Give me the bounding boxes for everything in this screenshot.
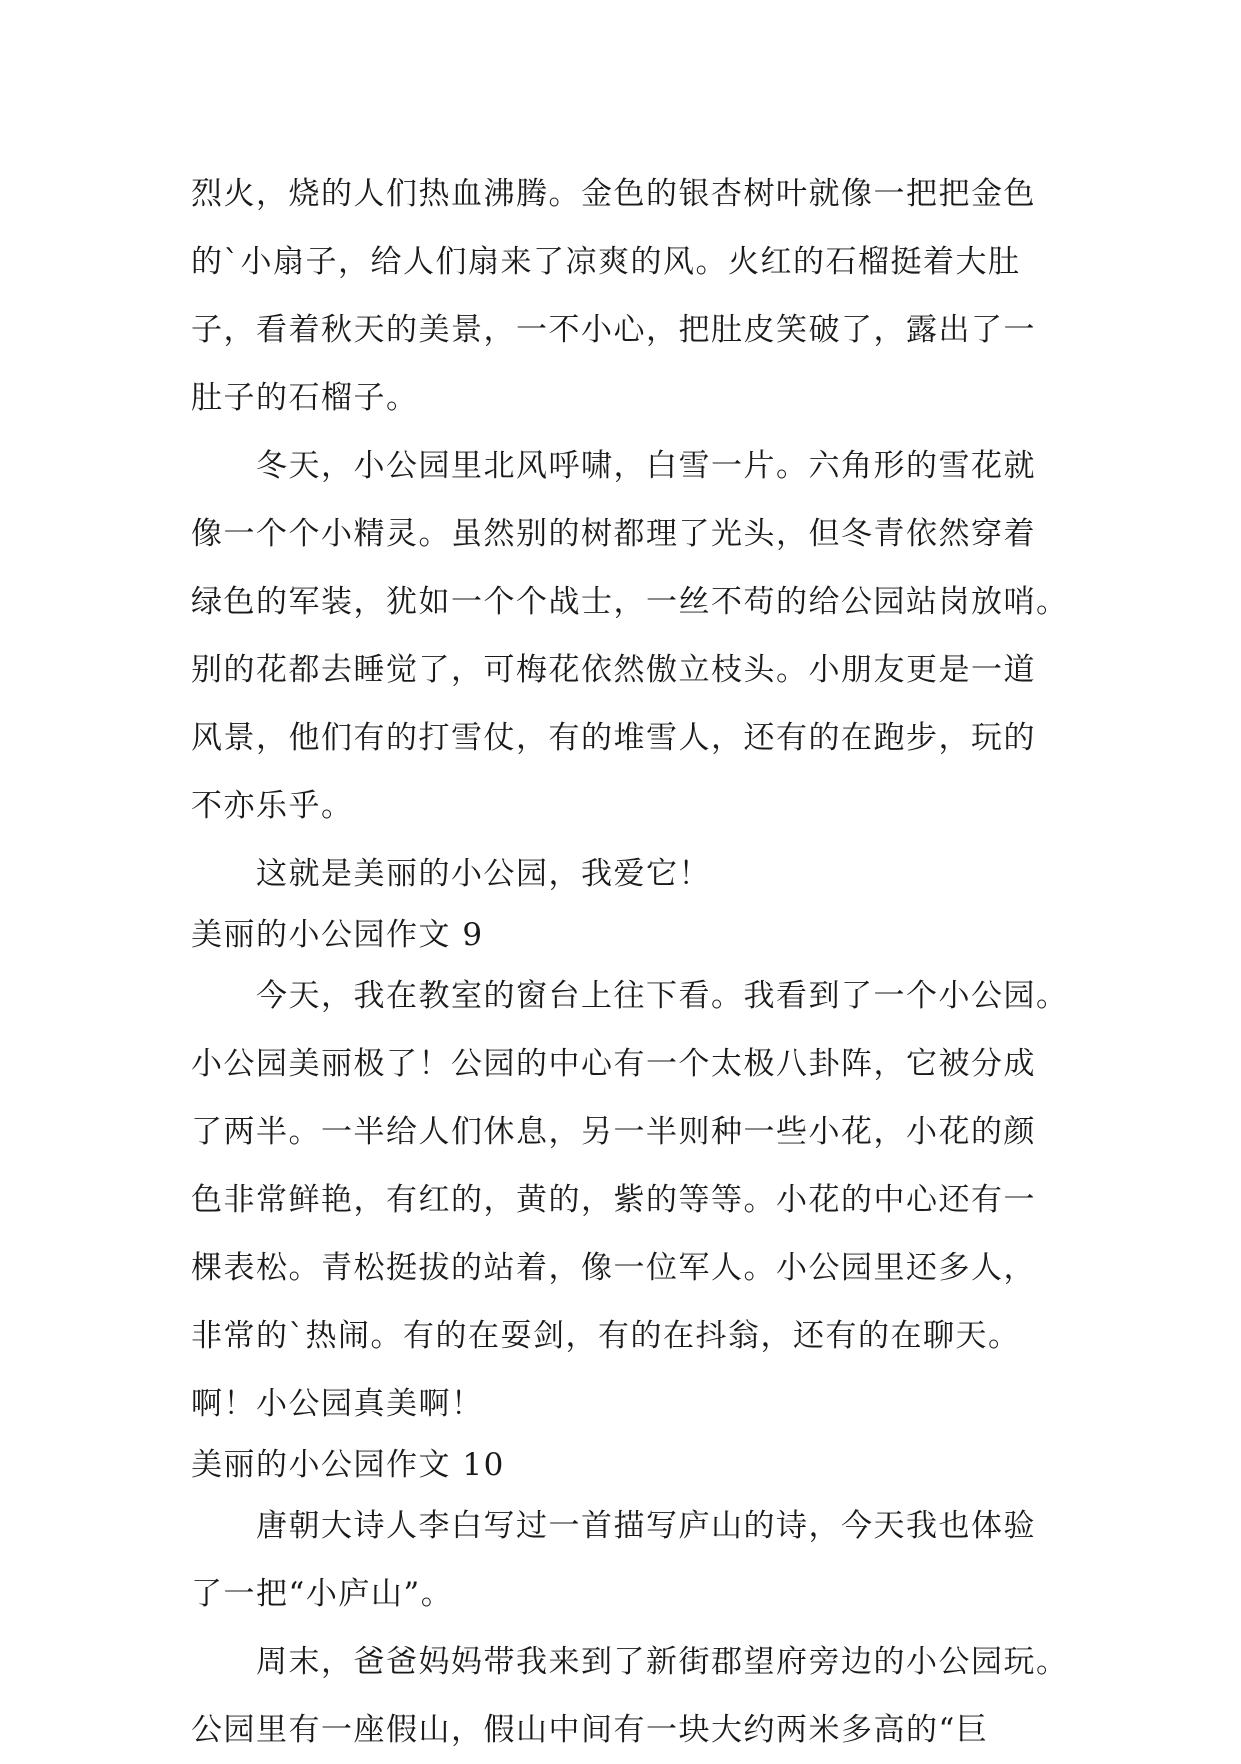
text-line: 像一个个小精灵。虽然别的树都理了光头，但冬青依然穿着 [191, 516, 1036, 552]
text-line: 色非常鲜艳，有红的，黄的，紫的等等。小花的中心还有一 [191, 1182, 1036, 1218]
text-line: 不亦乐乎。 [191, 788, 354, 824]
text-line: 了一把“小庐山”。 [191, 1576, 454, 1612]
document-body [191, 160, 1071, 1764]
text-line: 棵表松。青松挺拔的站着，像一位军人。小公园里还多人， [191, 1250, 1036, 1286]
text-line: 唐朝大诗人李白写过一首描写庐山的诗，今天我也体验 [256, 1508, 1036, 1544]
text-line: 冬天，小公园里北风呼啸，白雪一片。六角形的雪花就 [256, 448, 1036, 484]
text-line: 风景，他们有的打雪仗，有的堆雪人，还有的在跑步，玩的 [191, 720, 1036, 756]
section-heading: 美丽的小公园作文 9 [191, 917, 484, 953]
text-line: 今天，我在教室的窗台上往下看。我看到了一个小公园。 [256, 978, 1069, 1014]
text-line: 肚子的石榴子。 [191, 380, 419, 416]
text-line: 公园里有一座假山，假山中间有一块大约两米多高的“巨 [191, 1712, 989, 1748]
text-line: 绿色的军装，犹如一个个战士，一丝不苟的给公园站岗放哨。 [191, 584, 1069, 620]
text-line: 别的花都去睡觉了，可梅花依然傲立枝头。小朋友更是一道 [191, 652, 1036, 688]
text-line: 周末，爸爸妈妈带我来到了新街郡望府旁边的小公园玩。 [256, 1644, 1069, 1680]
text-line: 烈火，烧的人们热血沸腾。金色的银杏树叶就像一把把金色 [191, 176, 1036, 212]
section-heading: 美丽的小公园作文 10 [191, 1447, 505, 1483]
text-line: 小公园美丽极了！公园的中心有一个太极八卦阵，它被分成 [191, 1046, 1036, 1082]
text-line: 子，看着秋天的美景，一不小心，把肚皮笑破了，露出了一 [191, 312, 1036, 348]
text-line: 非常的`热闹。有的在耍剑，有的在抖翁，还有的在聊天。 [191, 1318, 1021, 1354]
text-line: 这就是美丽的小公园，我爱它！ [256, 856, 711, 892]
text-line: 了两半。一半给人们休息，另一半则种一些小花，小花的颜 [191, 1114, 1036, 1150]
text-line: 啊！小公园真美啊！ [191, 1386, 484, 1422]
text-line: 的`小扇子，给人们扇来了凉爽的风。火红的石榴挺着大肚 [191, 244, 1021, 280]
